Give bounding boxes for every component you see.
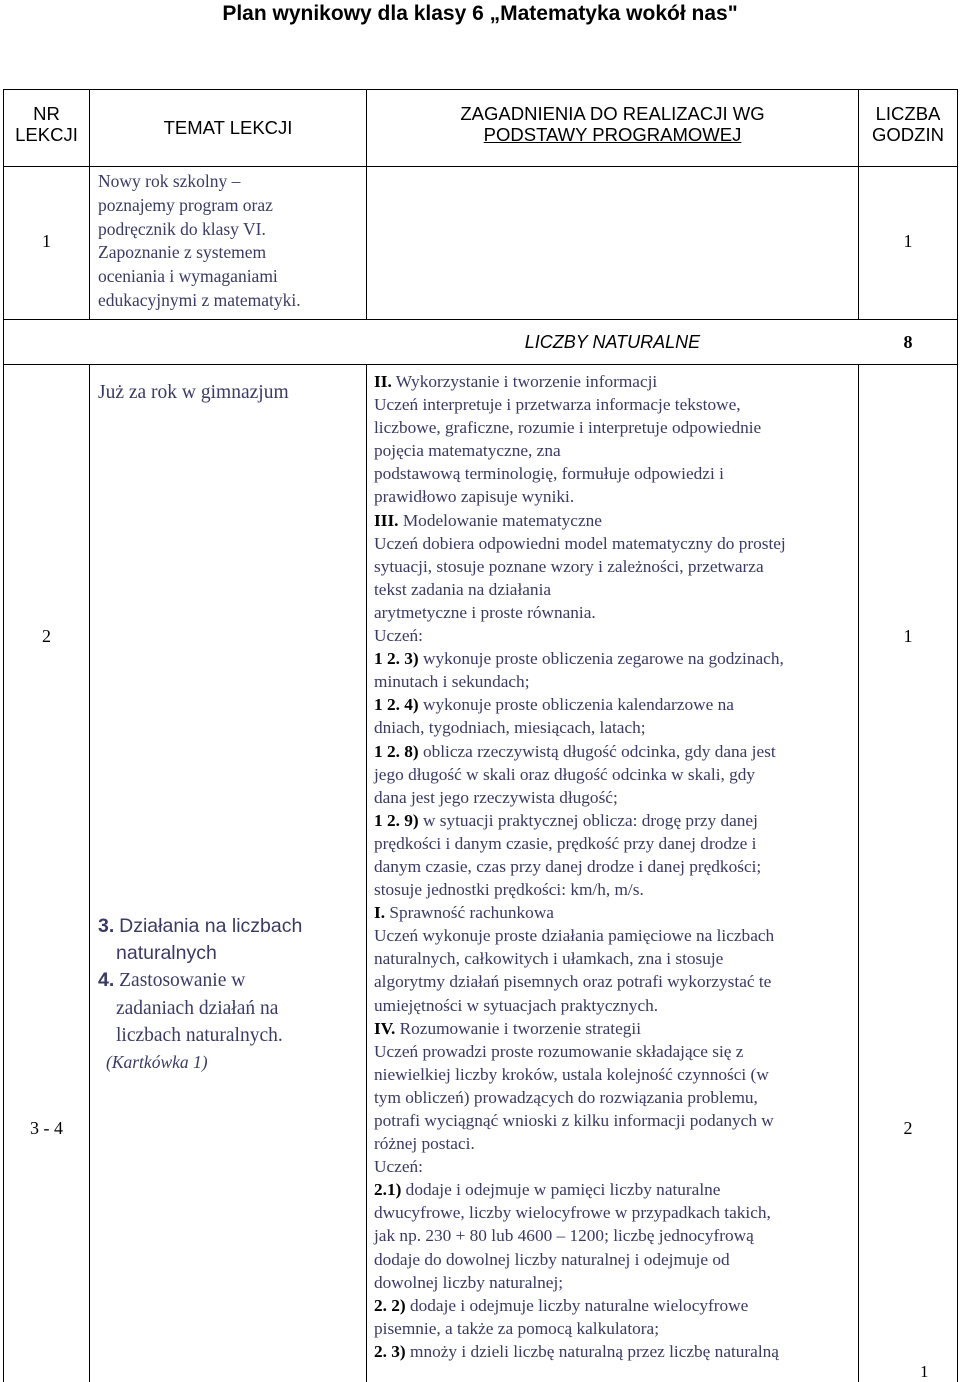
- row1-temat: Nowy rok szkolny – poznajemy program oraz podręcznik do klasy VI. Zapoznanie z systemem oceniania i wymaganiami edukacyjnymi z matematyki.: [98, 171, 301, 310]
- row2-nr: 2: [42, 626, 51, 646]
- header-zagadnienia: ZAGADNIENIA DO REALIZACJI WG PODSTAWY PROGRAMOWEJ: [460, 103, 765, 145]
- col-divider-2-bottom: [366, 364, 367, 1382]
- zagadnienia-content: II. Wykorzystanie i tworzenie informacji Uczeń interpretuje i przetwarza informacje tekstowe, liczbowe, graficzne, rozumie i interpretuje odpowiednie pojęcia matematyczne, zna podstawową terminologię, formułuje odpowiedzi i prawidłowo zapisuje wyniki. III. Modelowanie matematyczne Uczeń dobiera odpowiedni model matematyczny do prostej sytuacji, stosuje poznane wzory i zależności, przetwarza tekst zadania na działania arytmetyczne i proste równania. Uczeń: 1 2. 3) wykonuje proste obliczenia zegarowe na godzinach, minutach i sekundach; 1 2. 4) wykonuje proste obliczenia kalendarzowe na dniach, tygodniach, miesiącach, latach; 1 2. 8) oblicza rzeczywistą długość odcinka, gdy dana jest jego długość w skali oraz długość odcinka w skali, gdy dana jest jego rzeczywista długość; 1 2. 9) w sytuacji praktycznej oblicza: drogę przy danej prędkości i danym czasie, prędkość przy danej drodze i danym czasie, czas przy danej drodze i danej prędkości; stosuje jednostki prędkości: km/h, m/s. I. Sprawność rachunkowa Uczeń wykonuje proste działania pamięciowe na liczbach naturalnych, całkowitych i ułamkach, zna i stosuje algorytmy działań pisemnych oraz potrafi wykorzystać te umiejętności w sytuacjach praktycznych. IV. Rozumowanie i tworzenie strategii Uczeń prowadzi proste rozumowanie składające się z niewielkiej liczby kroków, ustala kolejność czynności (w tym obliczeń) prowadzących do rozwiązania problemu, potrafi wyciągnąć wnioski z kilku informacji podanych w różnej postaci. Uczeń: 2.1) dodaje i odejmuje w pamięci liczby naturalne dwucyfrowe, liczby wielocyfrowe w przypadkach takich, jak np. 230 + 80 lub 4600 – 1200; liczbę jednocyfrową dodaje do dowolnej liczby naturalnej i odejmuje od dowolnej liczby naturalnej; 2. 2) dodaje i odejmuje liczby naturalne wielocyfrowe pisemnie, a także za pomocą kalkulatora; 2. 3) mnoży i dzieli liczbę naturalną przez liczbę naturalną: [374, 372, 786, 1361]
- row2-temat: Już za rok w gimnazjum: [98, 382, 289, 403]
- kartkowka-note: (Kartkówka 1): [106, 1052, 208, 1073]
- header-liczba-godzin: LICZBA GODZIN: [872, 103, 944, 145]
- header-nr-lekcji: NR LEKCJI: [15, 103, 78, 145]
- row34-nr: 3 - 4: [30, 1118, 63, 1138]
- row1-godziny: 1: [903, 231, 913, 251]
- lesson-4-title-cont2: liczbach naturalnych.: [116, 1024, 283, 1046]
- table-top-border: [3, 89, 958, 90]
- row2-godziny: 1: [903, 626, 913, 646]
- lesson-3-number: 3.: [98, 915, 115, 937]
- header-temat-lekcji: TEMAT LEKCJI: [163, 117, 293, 138]
- header-bottom-border: [3, 166, 958, 167]
- row34-temat: [98, 913, 302, 1076]
- lesson-3-title: Działania na liczbach: [119, 915, 303, 937]
- row1-nr: 1: [42, 231, 51, 251]
- row34-godziny: 2: [903, 1118, 913, 1138]
- section-hours: 8: [903, 332, 913, 352]
- section-title: LICZBY NATURALNE: [524, 332, 701, 352]
- col-divider-1-bottom: [89, 364, 90, 1382]
- lesson-4-number: 4.: [98, 969, 115, 992]
- lesson-4-title-cont1: zadaniach działań na: [116, 997, 279, 1019]
- lesson-3-title-cont: naturalnych: [116, 942, 217, 965]
- page-number: 1: [920, 1362, 929, 1381]
- col-divider-3-bottom: [858, 364, 859, 1382]
- row1-bottom-border: [3, 319, 958, 320]
- document-title: Plan wynikowy dla klasy 6 „Matematyka wokół nas": [222, 2, 738, 25]
- lesson-4-title: Zastosowanie w: [119, 970, 246, 992]
- table-right-border: [957, 89, 958, 1382]
- table-left-border: [3, 89, 4, 1382]
- section-bottom-border: [3, 364, 958, 365]
